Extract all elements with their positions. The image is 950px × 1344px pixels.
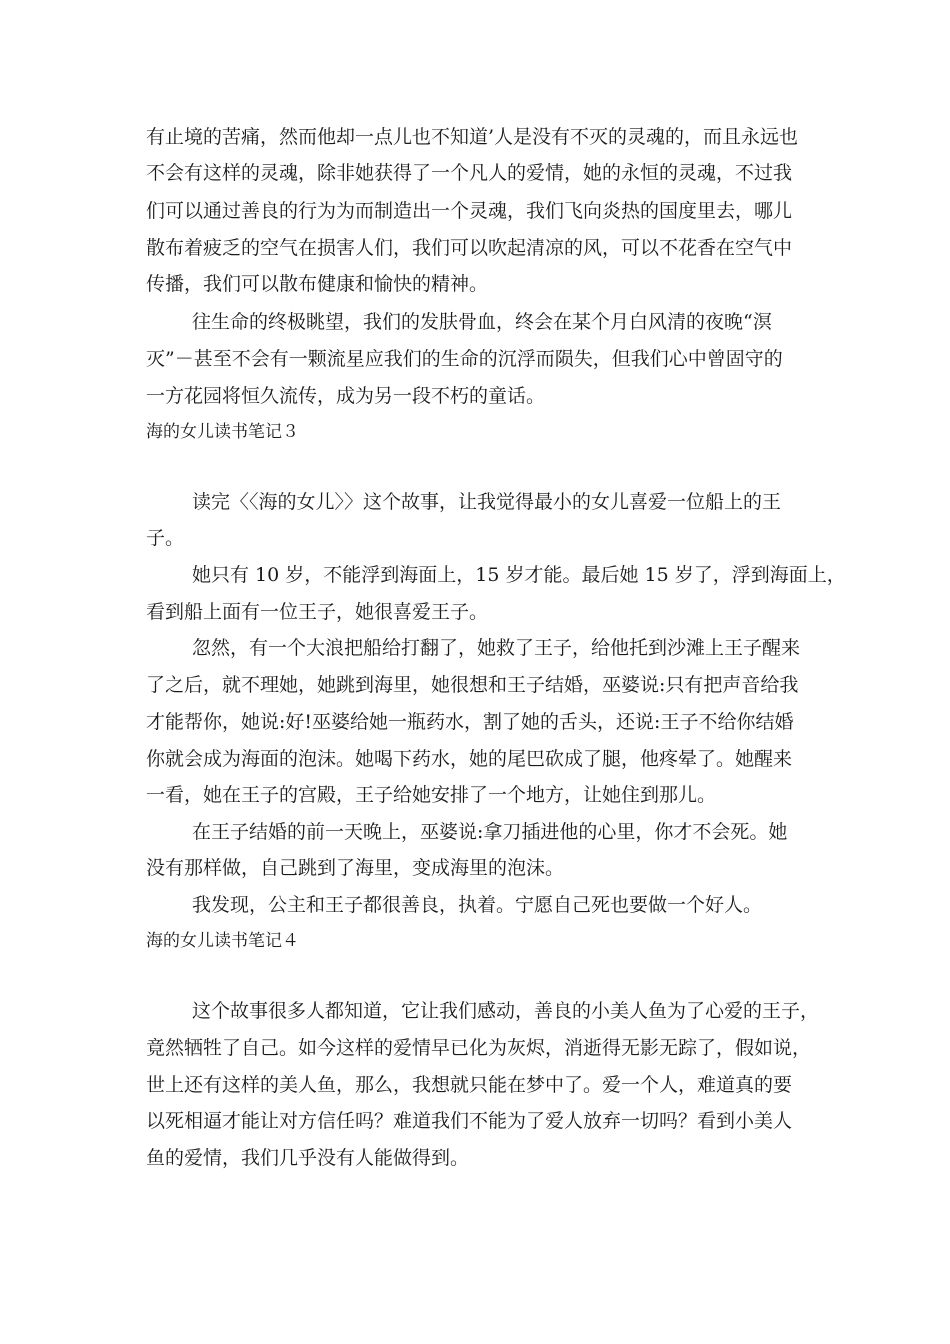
paragraph-line: 以死相逼才能让对方信任吗？难道我们不能为了爱人放弃一切吗？看到小美人 [146,1110,793,1132]
paragraph-line: 一看，她在王子的宫殿，王子给她安排了一个地方，让她住到那儿。 [146,784,717,806]
paragraph-line: 不会有这样的灵魂，除非她获得了一个凡人的爱情，她的永恒的灵魂，不过我 [146,162,793,184]
paragraph-line: 世上还有这样的美人鱼，那么，我想就只能在梦中了。爱一个人，难道真的要 [146,1074,793,1096]
paragraph-line: 竟然牺牲了自己。如今这样的爱情早已化为灰烬，消逝得无影无踪了，假如说， [146,1037,812,1059]
paragraph-line: 你就会成为海面的泡沫。她喝下药水，她的尾巴砍成了腿，他疼晕了。她醒来 [146,748,793,770]
paragraph-line: 有止境的苦痛，然而他却一点儿也不知道’人是没有不灭的灵魂的，而且永远也 [146,126,799,148]
paragraph-line: 她只有 10 岁，不能浮到海面上，15 岁才能。最后她 15 岁了，浮到海面上， [192,564,846,586]
paragraph-line: 才能帮你，她说:好!巫婆给她一瓶药水，割了她的舌头，还说:王子不给你结婚 [146,711,794,733]
paragraph-line: 灭”－甚至不会有一颗流星应我们的生命的沉浮而陨失，但我们心中曾固守的 [146,348,783,370]
section-heading: 海的女儿读书笔记４ [146,931,299,951]
paragraph-line: 一方花园将恒久流传，成为另一段不朽的童话。 [146,385,546,407]
paragraph-line: 我发现，公主和王子都很善良，执着。宁愿自己死也要做一个好人。 [192,894,763,916]
paragraph-line: 们可以通过善良的行为为而制造出一个灵魂，我们飞向炎热的国度里去，哪儿 [146,200,793,222]
paragraph-line: 这个故事很多人都知道，它让我们感动，善良的小美人鱼为了心爱的王子， [192,1000,820,1022]
paragraph-line: 传播，我们可以散布健康和愉快的精神。 [146,273,489,295]
paragraph-line: 往生命的终极眺望，我们的发肤骨血，终会在某个月白风清的夜晚“溟 [192,311,772,333]
paragraph-line: 散布着疲乏的空气在损害人们，我们可以吹起清凉的风，可以不花香在空气中 [146,237,793,259]
paragraph-line: 没有那样做，自己跳到了海里，变成海里的泡沫。 [146,857,565,879]
paragraph-line: 在王子结婚的前一天晚上，巫婆说:拿刀插进他的心里，你才不会死。她 [192,821,788,843]
paragraph-line: 了之后，就不理她，她跳到海里，她很想和王子结婚，巫婆说:只有把声音给我 [146,674,799,696]
paragraph-line: 鱼的爱情，我们几乎没有人能做得到。 [146,1147,470,1169]
paragraph-line: 忽然，有一个大浪把船给打翻了，她救了王子，给他托到沙滩上王子醒来 [192,637,801,659]
paragraph-line: 读完〈〈海的女儿〉〉这个故事，让我觉得最小的女儿喜爱一位船上的王 [192,491,782,513]
paragraph-line: 看到船上面有一位王子，她很喜爱王子。 [146,601,489,623]
section-heading: 海的女儿读书笔记３ [146,422,299,442]
paragraph-line: 子。 [146,527,185,549]
